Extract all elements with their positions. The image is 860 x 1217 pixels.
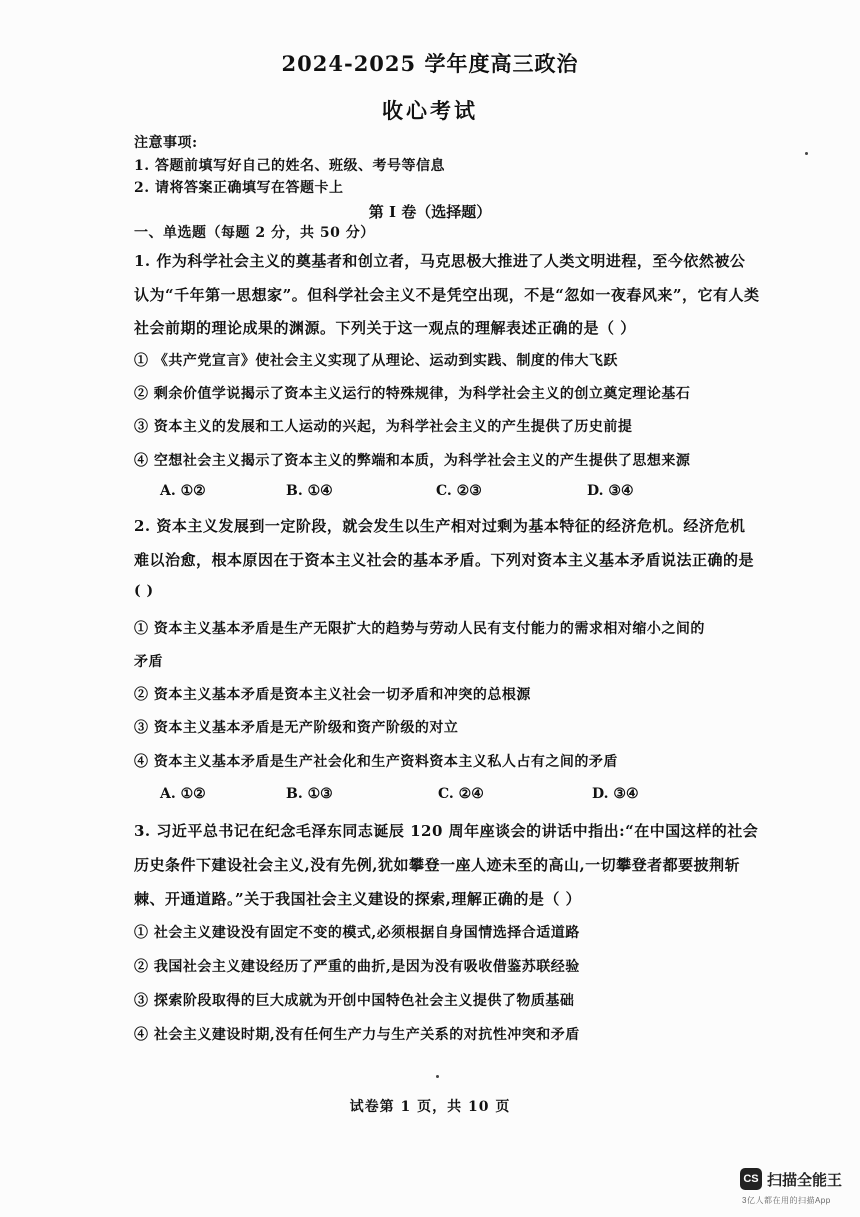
q1-choice-c: C. ②③: [436, 483, 482, 499]
q2-choice-d: D. ③④: [592, 786, 639, 802]
q2-option-1: ① 资本主义基本矛盾是生产无限扩大的趋势与劳动人民有支付能力的需求相对缩小之间的: [134, 621, 705, 637]
q3-stem-line-2: 历史条件下建设社会主义,没有先例,犹如攀登一座人迹未至的高山,一切攀登者都要披荆斩: [134, 856, 741, 874]
q2-stem-line-3: ( ): [134, 583, 154, 599]
q1-option-2: ② 剩余价值学说揭示了资本主义运行的特殊规律，为科学社会主义的创立奠定理论基石: [134, 386, 691, 402]
q3-option-3: ③ 探索阶段取得的巨大成就为开创中国特色社会主义提供了物质基础: [134, 993, 575, 1009]
watermark-name: 扫描全能王: [767, 1172, 843, 1189]
scanner-watermark: [740, 1166, 850, 1211]
q2-choice-c: C. ②④: [438, 786, 484, 802]
q1-stem-line-1: 1. 作为科学社会主义的奠基者和创立者，马克思极大推进了人类文明进程，至今依然被公: [134, 252, 746, 270]
q1-option-1: ① 《共产党宣言》使社会主义实现了从理论、运动到实践、制度的伟大飞跃: [134, 353, 618, 369]
q3-option-1: ① 社会主义建设没有固定不变的模式,必须根据自身国情选择合适道路: [134, 925, 580, 941]
q3-stem-line-1: 3. 习近平总书记在纪念毛泽东同志诞辰 120 周年座谈会的讲话中指出:“在中国这样的社会: [134, 822, 759, 840]
q3-stem-line-3: 棘、开通道路。”关于我国社会主义建设的探索,理解正确的是（ ）: [134, 890, 582, 908]
q2-option-1-cont: 矛盾: [134, 654, 163, 670]
watermark-tagline: 3亿人都在用的扫描App: [742, 1196, 831, 1205]
q2-option-4: ④ 资本主义基本矛盾是生产社会化和生产资料资本主义私人占有之间的矛盾: [134, 754, 618, 770]
camscanner-icon: CS: [740, 1168, 762, 1190]
q3-option-2: ② 我国社会主义建设经历了严重的曲折,是因为没有吸收借鉴苏联经验: [134, 959, 580, 975]
scan-speck: [805, 152, 808, 155]
q1-option-4: ④ 空想社会主义揭示了资本主义的弊端和本质，为科学社会主义的产生提供了思想来源: [134, 453, 691, 469]
notice-item-2: 2. 请将答案正确填写在答题卡上: [134, 180, 344, 196]
q2-choice-b: B. ①③: [286, 786, 333, 802]
section-title: 第 I 卷（选择题）: [368, 203, 492, 221]
exam-title: 2024-2025 学年度高三政治: [281, 51, 579, 76]
q2-option-3: ③ 资本主义基本矛盾是无产阶级和资产阶级的对立: [134, 720, 459, 736]
q1-choice-d: D. ③④: [587, 483, 634, 499]
q2-choice-a: A. ①②: [160, 786, 206, 802]
q2-option-2: ② 资本主义基本矛盾是资本主义社会一切矛盾和冲突的总根源: [134, 687, 531, 703]
q2-stem-line-1: 2. 资本主义发展到一定阶段，就会发生以生产相对过剩为基本特征的经济危机。经济危机: [134, 517, 746, 535]
scan-speck: [436, 1075, 439, 1078]
q3-option-4: ④ 社会主义建设时期,没有任何生产力与生产关系的对抗性冲突和矛盾: [134, 1027, 580, 1043]
part-heading: 一、单选题（每题 2 分，共 50 分）: [134, 225, 375, 241]
q1-stem-line-3: 社会前期的理论成果的渊源。下列关于这一观点的理解表述正确的是（ ）: [134, 319, 636, 337]
q1-choice-a: A. ①②: [160, 483, 206, 499]
notice-heading: 注意事项:: [134, 135, 198, 151]
exam-subtitle: 收心考试: [382, 98, 478, 123]
page-footer: 试卷第 1 页，共 10 页: [349, 1099, 511, 1115]
notice-item-1: 1. 答题前填写好自己的姓名、班级、考号等信息: [134, 158, 445, 174]
q1-stem-line-2: 认为“千年第一思想家”。但科学社会主义不是凭空出现，不是“忽如一夜春风来”，它有人类: [134, 286, 760, 304]
q1-choice-b: B. ①④: [286, 483, 333, 499]
q1-option-3: ③ 资本主义的发展和工人运动的兴起，为科学社会主义的产生提供了历史前提: [134, 419, 633, 435]
q2-stem-line-2: 难以治愈，根本原因在于资本主义社会的基本矛盾。下列对资本主义基本矛盾说法正确的是: [134, 551, 755, 569]
